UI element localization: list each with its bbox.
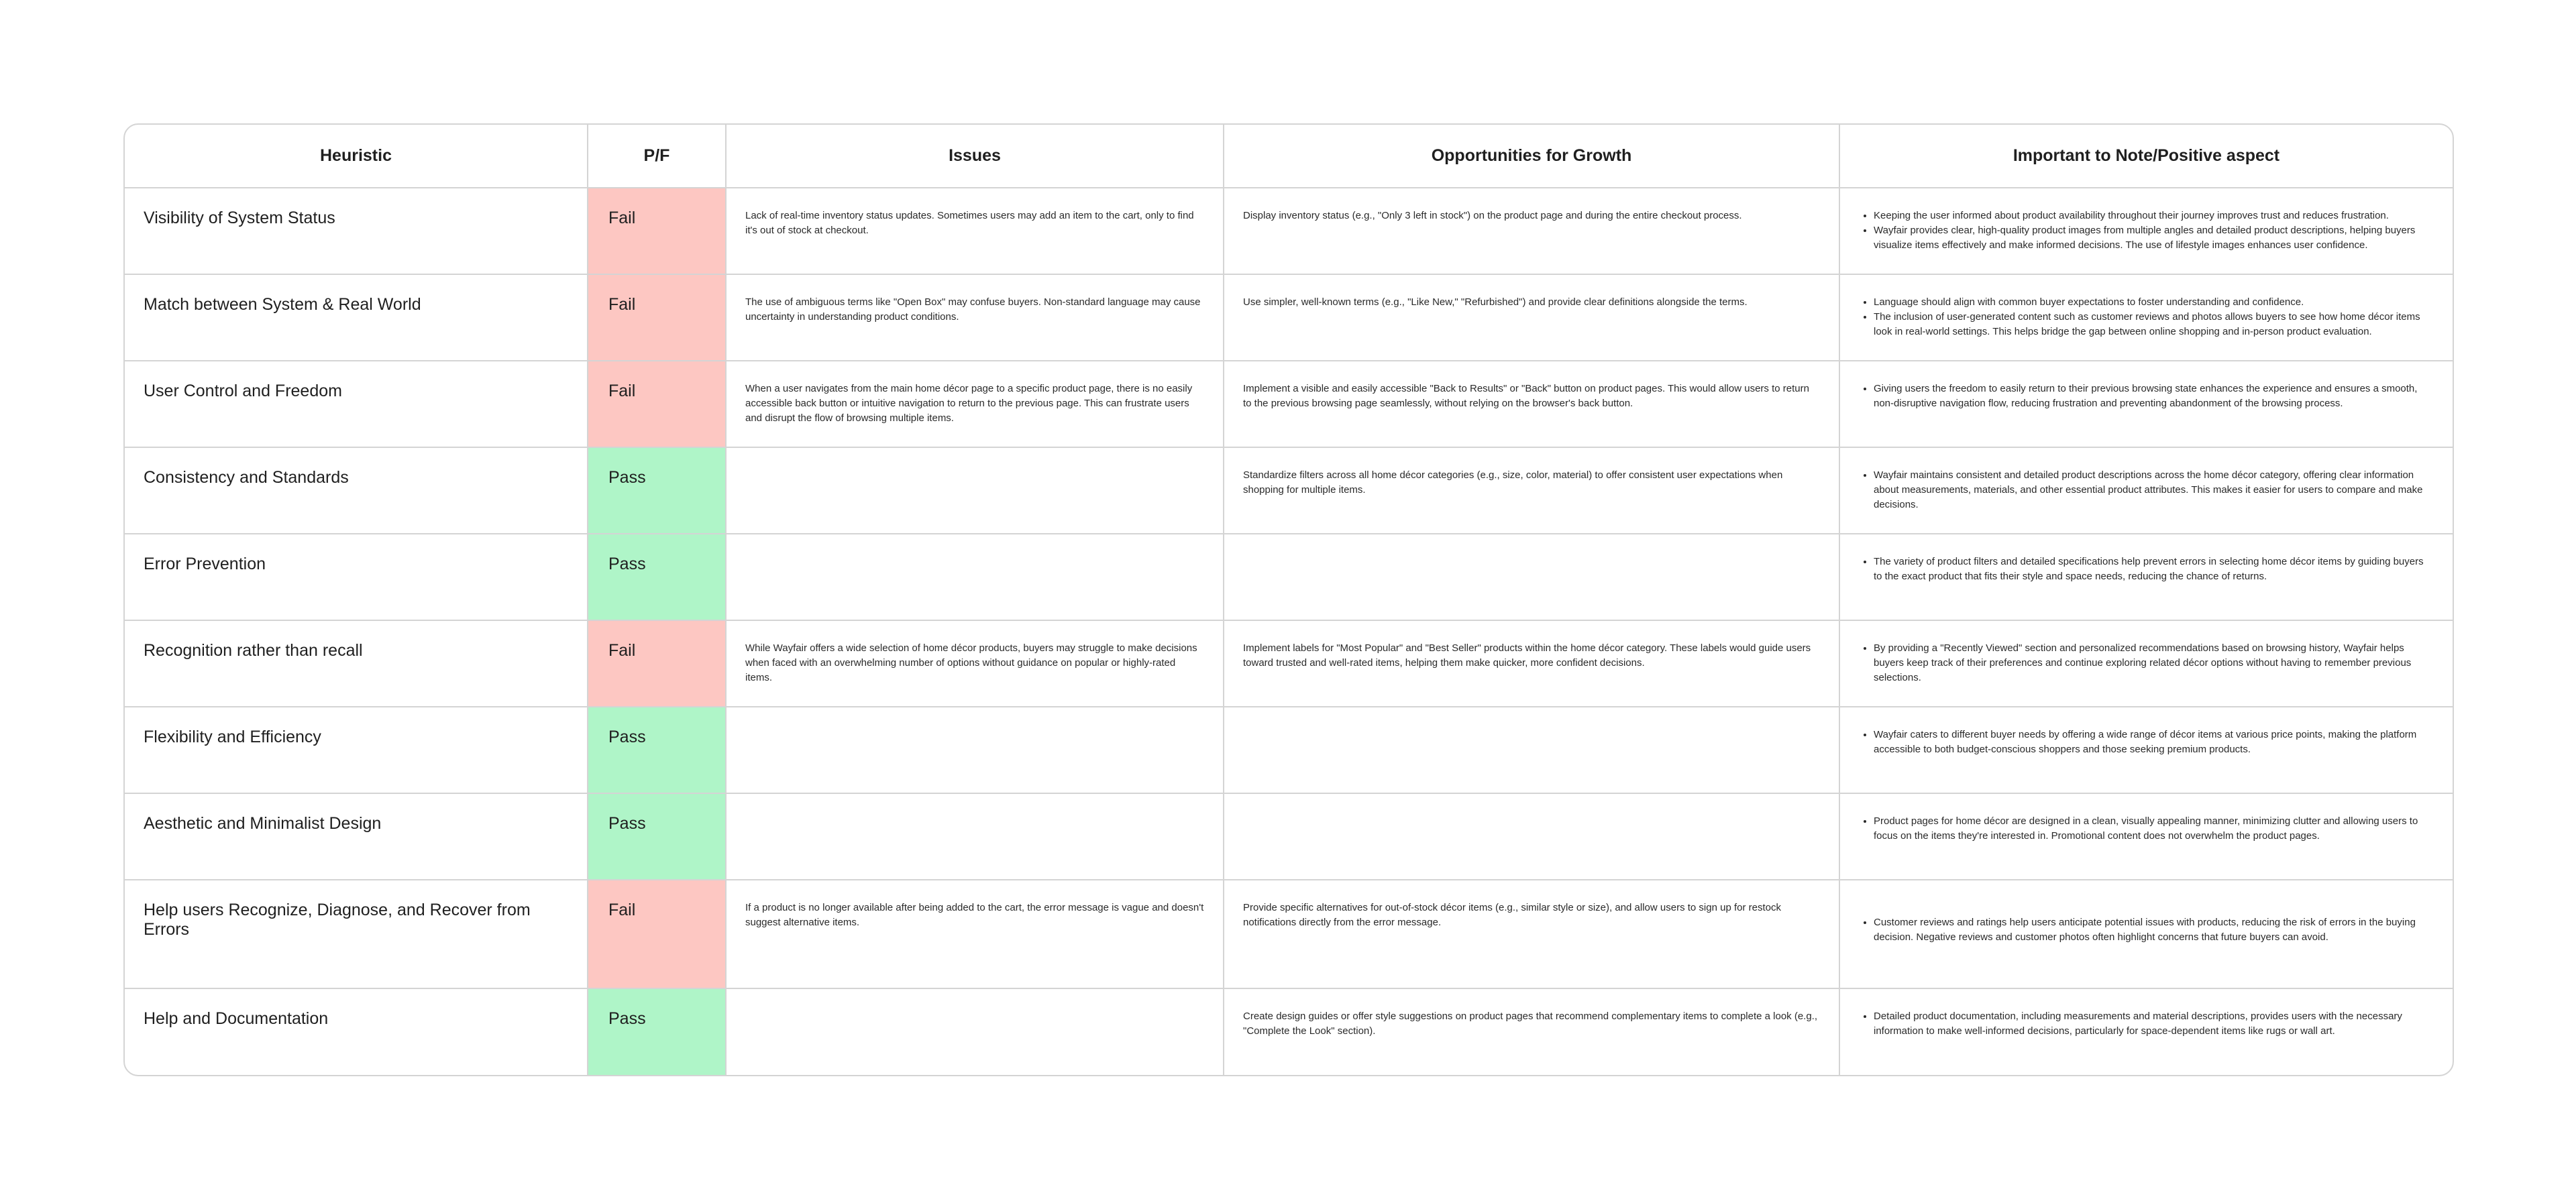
note-list-item: • By providing a "Recently Viewed" section and personalized recommendations based on browsing history, Wayfair helps buyers keep track of their preferences and continue exploring related décor options without having to remember previous selections. (1874, 641, 2434, 685)
note-list-item: • Wayfair maintains consistent and detailed product descriptions across the home décor category, offering clear information about measurements, materials, and other essential product attributes. This makes it easier for users to compare and make decisions. (1874, 468, 2434, 512)
note-cell (1839, 447, 2453, 534)
note-list-item: • Product pages for home décor are designed in a clean, visually appealing manner, minimizing clutter and allowing users to focus on the items they're interested in. Promotional content does not overwhelm the product pages. (1874, 814, 2434, 844)
note-list (1859, 728, 2434, 757)
note-list-item: • The inclusion of user-generated content such as customer reviews and photos allows buyers to see how home décor items look in real-world settings. This helps bridge the gap between online shopping and in-person product evaluation. (1874, 310, 2434, 339)
table-header-row (125, 125, 2453, 188)
heuristic-cell: Error Prevention (125, 534, 588, 620)
note-cell (1839, 707, 2453, 793)
issues-cell: Lack of real-time inventory status updates. Sometimes users may add an item to the cart, only to find it's out of stock at checkout. (726, 188, 1224, 274)
pass-fail-status: Pass (588, 793, 726, 880)
note-cell (1839, 880, 2453, 988)
heuristic-cell: Aesthetic and Minimalist Design (125, 793, 588, 880)
note-list (1859, 295, 2434, 339)
issues-cell (726, 793, 1224, 880)
issues-cell: While Wayfair offers a wide selection of home décor products, buyers may struggle to make decisions when faced with an overwhelming number of options without guidance on popular or highly-rated items. (726, 620, 1224, 707)
table-row (125, 988, 2453, 1075)
note-list (1859, 1009, 2434, 1039)
issues-cell: The use of ambiguous terms like "Open Box" may confuse buyers. Non-standard language may cause uncertainty in understanding product conditions. (726, 274, 1224, 361)
heuristic-cell: Recognition rather than recall (125, 620, 588, 707)
heuristic-cell: Consistency and Standards (125, 447, 588, 534)
note-cell (1839, 274, 2453, 361)
note-list-item: • Giving users the freedom to easily return to their previous browsing state enhances the experience and ensures a smooth, non-disruptive navigation flow, reducing frustration and preventing abandonment of the browsing process. (1874, 382, 2434, 411)
header-issues: Issues (726, 125, 1224, 188)
pass-fail-status: Fail (588, 361, 726, 447)
heuristic-cell: Visibility of System Status (125, 188, 588, 274)
table-row (125, 534, 2453, 620)
note-cell (1839, 988, 2453, 1075)
note-list (1859, 209, 2434, 253)
note-list (1859, 814, 2434, 844)
note-cell (1839, 188, 2453, 274)
pass-fail-status: Fail (588, 188, 726, 274)
note-list (1859, 382, 2434, 411)
issues-cell (726, 988, 1224, 1075)
note-list (1859, 468, 2434, 512)
opportunities-cell (1224, 793, 1839, 880)
opportunities-cell (1224, 707, 1839, 793)
table-row (125, 620, 2453, 707)
heuristic-cell: Flexibility and Efficiency (125, 707, 588, 793)
note-cell (1839, 534, 2453, 620)
opportunities-cell: Implement a visible and easily accessible "Back to Results" or "Back" button on product pages. This would allow users to return to the previous browsing page seamlessly, without relying on the browser's back button. (1224, 361, 1839, 447)
note-list-item: • Language should align with common buyer expectations to foster understanding and confidence. (1874, 295, 2434, 310)
header-pass-fail: P/F (588, 125, 726, 188)
table-row (125, 880, 2453, 988)
issues-cell: If a product is no longer available after being added to the cart, the error message is vague and doesn't suggest alternative items. (726, 880, 1224, 988)
table-row (125, 274, 2453, 361)
pass-fail-status: Fail (588, 274, 726, 361)
opportunities-cell: Display inventory status (e.g., "Only 3 left in stock") on the product page and during the entire checkout process. (1224, 188, 1839, 274)
note-cell (1839, 793, 2453, 880)
heuristic-cell: Help users Recognize, Diagnose, and Recover from Errors (125, 880, 588, 988)
note-list-item: • Wayfair caters to different buyer needs by offering a wide range of décor items at various price points, making the platform accessible to both budget-conscious shoppers and those seeking premium products. (1874, 728, 2434, 757)
table-row (125, 793, 2453, 880)
opportunities-cell: Create design guides or offer style suggestions on product pages that recommend complementary items to complete a look (e.g., "Complete the Look" section). (1224, 988, 1839, 1075)
pass-fail-status: Pass (588, 534, 726, 620)
issues-cell (726, 707, 1224, 793)
table-row (125, 707, 2453, 793)
opportunities-cell (1224, 534, 1839, 620)
heuristic-evaluation-table (125, 125, 2453, 1075)
note-list (1859, 915, 2434, 945)
opportunities-cell: Use simpler, well-known terms (e.g., "Like New," "Refurbished") and provide clear definitions alongside the terms. (1224, 274, 1839, 361)
heuristic-cell: Help and Documentation (125, 988, 588, 1075)
note-list-item: • Customer reviews and ratings help users anticipate potential issues with products, reducing the risk of errors in the buying decision. Negative reviews and customer photos often highlight concerns that future buyers can avoid. (1874, 915, 2434, 945)
heuristic-evaluation-table-container (123, 123, 2454, 1076)
table-row (125, 361, 2453, 447)
table-row (125, 447, 2453, 534)
header-note: Important to Note/Positive aspect (1839, 125, 2453, 188)
note-list (1859, 555, 2434, 584)
note-list (1859, 641, 2434, 685)
table-body (125, 188, 2453, 1075)
pass-fail-status: Pass (588, 707, 726, 793)
opportunities-cell: Provide specific alternatives for out-of-stock décor items (e.g., similar style or size), and allow users to sign up for restock notifications directly from the error message. (1224, 880, 1839, 988)
note-cell (1839, 620, 2453, 707)
pass-fail-status: Fail (588, 620, 726, 707)
heuristic-cell: User Control and Freedom (125, 361, 588, 447)
note-list-item: • The variety of product filters and detailed specifications help prevent errors in selecting home décor items by guiding buyers to the exact product that fits their style and space needs, reducing the chance of returns. (1874, 555, 2434, 584)
header-heuristic: Heuristic (125, 125, 588, 188)
issues-cell (726, 534, 1224, 620)
pass-fail-status: Pass (588, 447, 726, 534)
note-list-item: • Keeping the user informed about product availability throughout their journey improves trust and reduces frustration. (1874, 209, 2434, 223)
note-list-item: • Detailed product documentation, including measurements and material descriptions, provides users with the necessary information to make well-informed decisions, particularly for space-dependent items like rugs or wall art. (1874, 1009, 2434, 1039)
note-list-item: • Wayfair provides clear, high-quality product images from multiple angles and detailed product descriptions, helping buyers visualize items effectively and make informed decisions. The use of lifestyle images enhances user confidence. (1874, 223, 2434, 253)
header-opportunities: Opportunities for Growth (1224, 125, 1839, 188)
heuristic-cell: Match between System & Real World (125, 274, 588, 361)
pass-fail-status: Pass (588, 988, 726, 1075)
pass-fail-status: Fail (588, 880, 726, 988)
issues-cell (726, 447, 1224, 534)
table-row (125, 188, 2453, 274)
note-cell (1839, 361, 2453, 447)
issues-cell: When a user navigates from the main home décor page to a specific product page, there is no easily accessible back button or intuitive navigation to return to the previous page. This can frustrate users and disrupt the flow of browsing multiple items. (726, 361, 1224, 447)
opportunities-cell: Implement labels for "Most Popular" and "Best Seller" products within the home décor category. These labels would guide users toward trusted and well-rated items, helping them make quicker, more confident decisions. (1224, 620, 1839, 707)
opportunities-cell: Standardize filters across all home décor categories (e.g., size, color, material) to offer consistent user expectations when shopping for multiple items. (1224, 447, 1839, 534)
